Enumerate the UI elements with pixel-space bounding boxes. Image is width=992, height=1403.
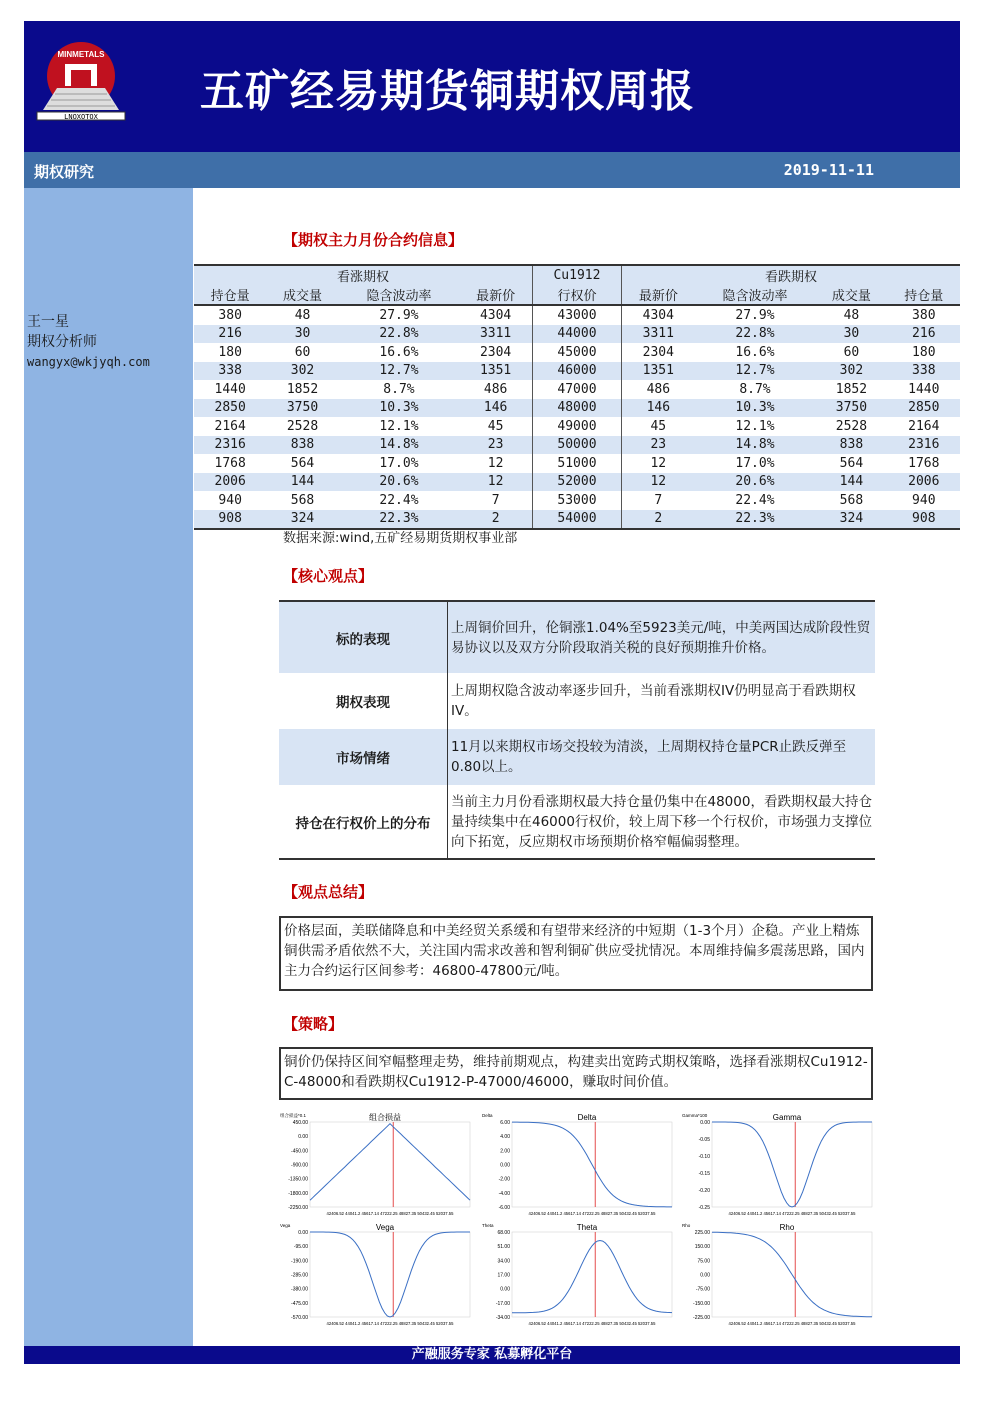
chart-title: Theta xyxy=(576,1223,598,1232)
table-cell: 2850 xyxy=(888,399,960,418)
table-cell: 48000 xyxy=(533,399,622,418)
column-header: 行权价 xyxy=(533,285,622,305)
section-title-summary: 【观点总结】 xyxy=(283,883,374,901)
chart-ytick: 225.00 xyxy=(694,1230,710,1236)
view-key: 标的表现 xyxy=(279,601,448,673)
table-row xyxy=(194,491,960,510)
table-cell: 338 xyxy=(888,362,960,381)
table-cell: 4304 xyxy=(459,305,532,325)
table-cell: 46000 xyxy=(533,362,622,381)
chart-ytick: -2250.00 xyxy=(288,1205,308,1211)
report-title: 五矿经易期货铜期权周报 xyxy=(200,66,695,117)
chart-ylabel: Rho xyxy=(682,1223,691,1228)
table-cell: 16.6% xyxy=(339,343,460,362)
table-row xyxy=(194,362,960,381)
table-cell: 43000 xyxy=(533,305,622,325)
column-header: 隐含波动率 xyxy=(695,285,816,305)
company-logo xyxy=(35,40,127,122)
chart-ytick: -570.00 xyxy=(291,1315,308,1321)
chart-ytick: 0.00 xyxy=(500,1286,510,1293)
table-cell: 1768 xyxy=(888,454,960,473)
table-cell: 2304 xyxy=(621,343,694,362)
table-cell: 324 xyxy=(815,510,887,530)
table-cell: 50000 xyxy=(533,436,622,455)
table-cell: 180 xyxy=(888,343,960,362)
chart-ytick: -0.15 xyxy=(698,1171,710,1177)
view-row xyxy=(279,601,875,673)
table-row xyxy=(194,305,960,325)
chart-ytick: 0.00 xyxy=(700,1120,710,1126)
author-info xyxy=(27,312,150,372)
chart-ytick: -0.10 xyxy=(698,1154,710,1160)
chart-ytick: 51.00 xyxy=(497,1244,510,1251)
table-cell: 20.6% xyxy=(695,473,816,492)
table-cell: 1852 xyxy=(815,380,887,399)
chart-ytick: -380.00 xyxy=(291,1286,308,1293)
view-key: 市场情绪 xyxy=(279,729,448,785)
table-cell: 60 xyxy=(815,343,887,362)
chart-xticks: 42406.52 44041.2 45617.14 47222.25 48827.35 50432.45 52037.55 xyxy=(326,1211,454,1216)
table-cell: 12 xyxy=(621,473,694,492)
group-contract: Cu1912 xyxy=(533,265,622,285)
table-cell: 2164 xyxy=(194,417,266,436)
table-cell: 14.8% xyxy=(695,436,816,455)
chart-ytick: -2.00 xyxy=(498,1176,510,1183)
table-cell: 51000 xyxy=(533,454,622,473)
table-cell: 2 xyxy=(459,510,532,530)
chart-ytick: -450.00 xyxy=(291,1148,308,1155)
table-cell: 22.4% xyxy=(695,491,816,510)
table-row xyxy=(194,343,960,362)
table-row xyxy=(194,417,960,436)
table-cell: 2850 xyxy=(194,399,266,418)
table-cell: 30 xyxy=(266,325,338,344)
section-title-strategy: 【策略】 xyxy=(283,1015,344,1033)
view-key: 期权表现 xyxy=(279,673,448,729)
chart-ytick: 0.00 xyxy=(700,1272,710,1279)
chart-xticks: 42406.52 44041.2 45617.14 47222.25 48827.35 50432.45 52037.55 xyxy=(528,1211,656,1216)
author-email[interactable]: wangyx@wkjyqh.com xyxy=(27,355,150,369)
table-cell: 1440 xyxy=(888,380,960,399)
table-cell: 908 xyxy=(194,510,266,530)
author-name: 王一星 xyxy=(27,314,69,330)
table-row xyxy=(194,399,960,418)
options-table xyxy=(194,264,960,530)
chart-payoff xyxy=(278,1110,476,1217)
table-cell: 324 xyxy=(266,510,338,530)
strategy-box: 铜价仍保持区间窄幅整理走势，维持前期观点，构建卖出宽跨式期权策略，选择看涨期权Cu1912-C-48000和看跌期权Cu1912-P-47000/46000，赚取时间价值。 xyxy=(279,1047,873,1100)
table-cell: 1351 xyxy=(459,362,532,381)
chart-ytick: -1800.00 xyxy=(288,1190,308,1197)
table-cell: 12 xyxy=(621,454,694,473)
table-cell: 380 xyxy=(888,305,960,325)
chart-gamma xyxy=(680,1110,878,1217)
table-cell: 17.0% xyxy=(339,454,460,473)
table-cell: 48 xyxy=(815,305,887,325)
section-title-contracts: 【期权主力月份合约信息】 xyxy=(283,231,464,249)
chart-ylabel: Vega xyxy=(280,1223,291,1228)
chart-ytick: -75.00 xyxy=(695,1286,710,1293)
table-cell: 10.3% xyxy=(695,399,816,418)
table-cell: 486 xyxy=(621,380,694,399)
chart-ytick: 4.00 xyxy=(500,1134,510,1141)
column-header: 成交量 xyxy=(266,285,338,305)
chart-title: Gamma xyxy=(772,1113,802,1122)
chart-ytick: 2.00 xyxy=(500,1148,510,1155)
table-cell: 22.4% xyxy=(339,491,460,510)
view-value: 11月以来期权市场交投较为清淡，上周期权持仓量PCR止跌反弹至0.80以上。 xyxy=(448,729,876,785)
chart-ytick: -190.00 xyxy=(291,1258,308,1265)
table-cell: 2316 xyxy=(194,436,266,455)
chart-ytick: -0.05 xyxy=(698,1137,710,1143)
chart-ylabel: Gamma*100 xyxy=(682,1113,708,1118)
view-value: 上周铜价回升，伦铜涨1.04%至5923美元/吨，中美两国达成阶段性贸易协议以及双方分阶段取消关税的良好预期推升价格。 xyxy=(448,601,876,673)
table-cell: 60 xyxy=(266,343,338,362)
table-cell: 10.3% xyxy=(339,399,460,418)
table-cell: 3750 xyxy=(266,399,338,418)
chart-vega xyxy=(278,1220,476,1327)
table-cell: 22.8% xyxy=(695,325,816,344)
view-key: 持仓在行权价上的分布 xyxy=(279,785,448,859)
section-title-views: 【核心观点】 xyxy=(283,567,374,585)
table-cell: 47000 xyxy=(533,380,622,399)
chart-ytick: -1350.00 xyxy=(288,1176,308,1183)
table-cell: 27.9% xyxy=(695,305,816,325)
table-cell: 30 xyxy=(815,325,887,344)
table-cell: 908 xyxy=(888,510,960,530)
table-row xyxy=(194,454,960,473)
table-cell: 146 xyxy=(459,399,532,418)
table-cell: 45 xyxy=(459,417,532,436)
table-cell: 12.7% xyxy=(695,362,816,381)
svg-text:LNOXOTOX: LNOXOTOX xyxy=(64,113,98,121)
table-cell: 27.9% xyxy=(339,305,460,325)
chart-ytick: -6.00 xyxy=(498,1205,510,1211)
table-cell: 52000 xyxy=(533,473,622,492)
chart-ylabel: Theta xyxy=(482,1223,494,1228)
chart-ytick: 68.00 xyxy=(497,1230,510,1236)
table-cell: 2164 xyxy=(888,417,960,436)
footer-bar: 产融服务专家 私募孵化平台 xyxy=(24,1346,960,1364)
data-source: 数据来源:wind,五矿经易期货期权事业部 xyxy=(283,531,518,546)
table-cell: 1351 xyxy=(621,362,694,381)
table-cell: 216 xyxy=(194,325,266,344)
column-header: 持仓量 xyxy=(888,285,960,305)
chart-title: Vega xyxy=(375,1223,395,1232)
core-views-table xyxy=(279,600,875,860)
table-cell: 144 xyxy=(815,473,887,492)
table-cell: 16.6% xyxy=(695,343,816,362)
table-column-header xyxy=(194,285,960,305)
table-cell: 14.8% xyxy=(339,436,460,455)
table-cell: 45000 xyxy=(533,343,622,362)
column-header: 最新价 xyxy=(621,285,694,305)
table-cell: 20.6% xyxy=(339,473,460,492)
sub-header-bar xyxy=(24,152,960,188)
chart-ytick: 34.00 xyxy=(497,1258,510,1265)
chart-ytick: 150.00 xyxy=(694,1244,710,1251)
chart-ytick: 0.00 xyxy=(500,1162,510,1169)
chart-ytick: -285.00 xyxy=(291,1272,308,1279)
table-cell: 7 xyxy=(621,491,694,510)
view-row xyxy=(279,729,875,785)
chart-ylabel: Delta xyxy=(482,1113,493,1118)
chart-ytick: -4.00 xyxy=(498,1190,510,1197)
table-cell: 23 xyxy=(459,436,532,455)
table-cell: 3311 xyxy=(459,325,532,344)
chart-xticks: 42406.52 44041.2 45617.14 47222.25 48827.35 50432.45 52037.55 xyxy=(728,1321,856,1326)
table-cell: 564 xyxy=(266,454,338,473)
table-cell: 564 xyxy=(815,454,887,473)
chart-xticks: 42406.52 44041.2 45617.14 47222.25 48827.35 50432.45 52037.55 xyxy=(528,1321,656,1326)
table-cell: 1768 xyxy=(194,454,266,473)
chart-title: 组合损益 xyxy=(369,1113,401,1122)
column-header: 持仓量 xyxy=(194,285,266,305)
table-cell: 1440 xyxy=(194,380,266,399)
table-cell: 54000 xyxy=(533,510,622,530)
table-cell: 12.7% xyxy=(339,362,460,381)
chart-ylabel: 组合损益*0.1 xyxy=(280,1113,307,1118)
chart-ytick: 17.00 xyxy=(497,1272,510,1279)
table-cell: 22.3% xyxy=(339,510,460,530)
chart-theta xyxy=(480,1220,678,1327)
table-cell: 180 xyxy=(194,343,266,362)
table-cell: 48 xyxy=(266,305,338,325)
table-cell: 838 xyxy=(815,436,887,455)
chart-ytick: -150.00 xyxy=(693,1300,710,1307)
table-cell: 216 xyxy=(888,325,960,344)
table-cell: 3311 xyxy=(621,325,694,344)
table-cell: 2006 xyxy=(888,473,960,492)
table-cell: 17.0% xyxy=(695,454,816,473)
table-cell: 53000 xyxy=(533,491,622,510)
table-row xyxy=(194,473,960,492)
table-cell: 44000 xyxy=(533,325,622,344)
chart-ytick: -34.00 xyxy=(495,1315,510,1321)
table-cell: 2006 xyxy=(194,473,266,492)
chart-ytick: 0.00 xyxy=(298,1134,308,1141)
table-cell: 2304 xyxy=(459,343,532,362)
table-cell: 3750 xyxy=(815,399,887,418)
table-cell: 302 xyxy=(815,362,887,381)
report-date: 2019-11-11 xyxy=(783,161,874,179)
column-header: 最新价 xyxy=(459,285,532,305)
table-cell: 2 xyxy=(621,510,694,530)
table-cell: 4304 xyxy=(621,305,694,325)
table-cell: 940 xyxy=(888,491,960,510)
greeks-charts xyxy=(278,1110,878,1328)
table-group-header xyxy=(194,265,960,285)
table-cell: 49000 xyxy=(533,417,622,436)
table-cell: 338 xyxy=(194,362,266,381)
chart-ytick: -17.00 xyxy=(495,1300,510,1307)
chart-ytick: -0.20 xyxy=(698,1188,710,1194)
chart-ytick: -0.25 xyxy=(698,1205,710,1211)
table-cell: 146 xyxy=(621,399,694,418)
table-cell: 568 xyxy=(266,491,338,510)
table-cell: 8.7% xyxy=(339,380,460,399)
chart-xticks: 42406.52 44041.2 45617.14 47222.25 48827.35 50432.45 52037.55 xyxy=(728,1211,856,1216)
department-label: 期权研究 xyxy=(34,163,95,181)
view-row xyxy=(279,673,875,729)
table-cell: 12 xyxy=(459,473,532,492)
table-cell: 302 xyxy=(266,362,338,381)
group-call: 看涨期权 xyxy=(194,265,533,285)
table-cell: 2528 xyxy=(815,417,887,436)
table-cell: 940 xyxy=(194,491,266,510)
table-cell: 7 xyxy=(459,491,532,510)
table-row xyxy=(194,436,960,455)
author-role: 期权分析师 xyxy=(27,334,97,350)
table-cell: 22.8% xyxy=(339,325,460,344)
table-cell: 1852 xyxy=(266,380,338,399)
summary-box: 价格层面，美联储降息和中美经贸关系缓和有望带来经济的中短期（1-3个月）企稳。产业上精炼铜供需矛盾依然不大，关注国内需求改善和智利铜矿供应受扰情况。本周维持偏多震荡思路，国内主力合约运行区间参考：46800-47800元/吨。 xyxy=(279,916,873,991)
table-row xyxy=(194,325,960,344)
chart-ytick: 0.00 xyxy=(298,1230,308,1236)
table-cell: 22.3% xyxy=(695,510,816,530)
table-cell: 45 xyxy=(621,417,694,436)
chart-xticks: 42406.52 44041.2 45617.14 47222.25 48827.35 50432.45 52037.55 xyxy=(326,1321,454,1326)
chart-ytick: -475.00 xyxy=(291,1300,308,1307)
table-cell: 12 xyxy=(459,454,532,473)
view-row xyxy=(279,785,875,859)
table-cell: 380 xyxy=(194,305,266,325)
chart-ytick: 75.00 xyxy=(697,1258,710,1265)
table-cell: 12.1% xyxy=(695,417,816,436)
table-cell: 8.7% xyxy=(695,380,816,399)
table-cell: 2528 xyxy=(266,417,338,436)
column-header: 隐含波动率 xyxy=(339,285,460,305)
chart-ytick: 6.00 xyxy=(500,1120,510,1126)
view-value: 当前主力月份看涨期权最大持仓量仍集中在48000，看跌期权最大持仓量持续集中在46000行权价，较上周下移一个行权价，市场强力支撑位向下拓宽，反应期权市场预期价格窄幅偏弱整理。 xyxy=(451,793,872,850)
chart-ytick: 450.00 xyxy=(292,1120,308,1126)
chart-ytick: -900.00 xyxy=(291,1162,308,1169)
svg-text:MINMETALS: MINMETALS xyxy=(57,50,105,59)
chart-ytick: -225.00 xyxy=(693,1315,710,1321)
table-cell: 12.1% xyxy=(339,417,460,436)
view-value: 上周期权隐含波动率逐步回升，当前看涨期权IV仍明显高于看跌期权IV。 xyxy=(451,683,856,719)
table-cell: 486 xyxy=(459,380,532,399)
table-cell: 23 xyxy=(621,436,694,455)
chart-rho xyxy=(680,1220,878,1327)
chart-ytick: -95.00 xyxy=(293,1244,308,1251)
table-cell: 144 xyxy=(266,473,338,492)
chart-title: Delta xyxy=(577,1113,597,1122)
table-row xyxy=(194,380,960,399)
chart-delta xyxy=(480,1110,678,1217)
group-put: 看跌期权 xyxy=(621,265,960,285)
table-cell: 568 xyxy=(815,491,887,510)
chart-title: Rho xyxy=(779,1223,795,1232)
table-cell: 838 xyxy=(266,436,338,455)
column-header: 成交量 xyxy=(815,285,887,305)
table-cell: 2316 xyxy=(888,436,960,455)
